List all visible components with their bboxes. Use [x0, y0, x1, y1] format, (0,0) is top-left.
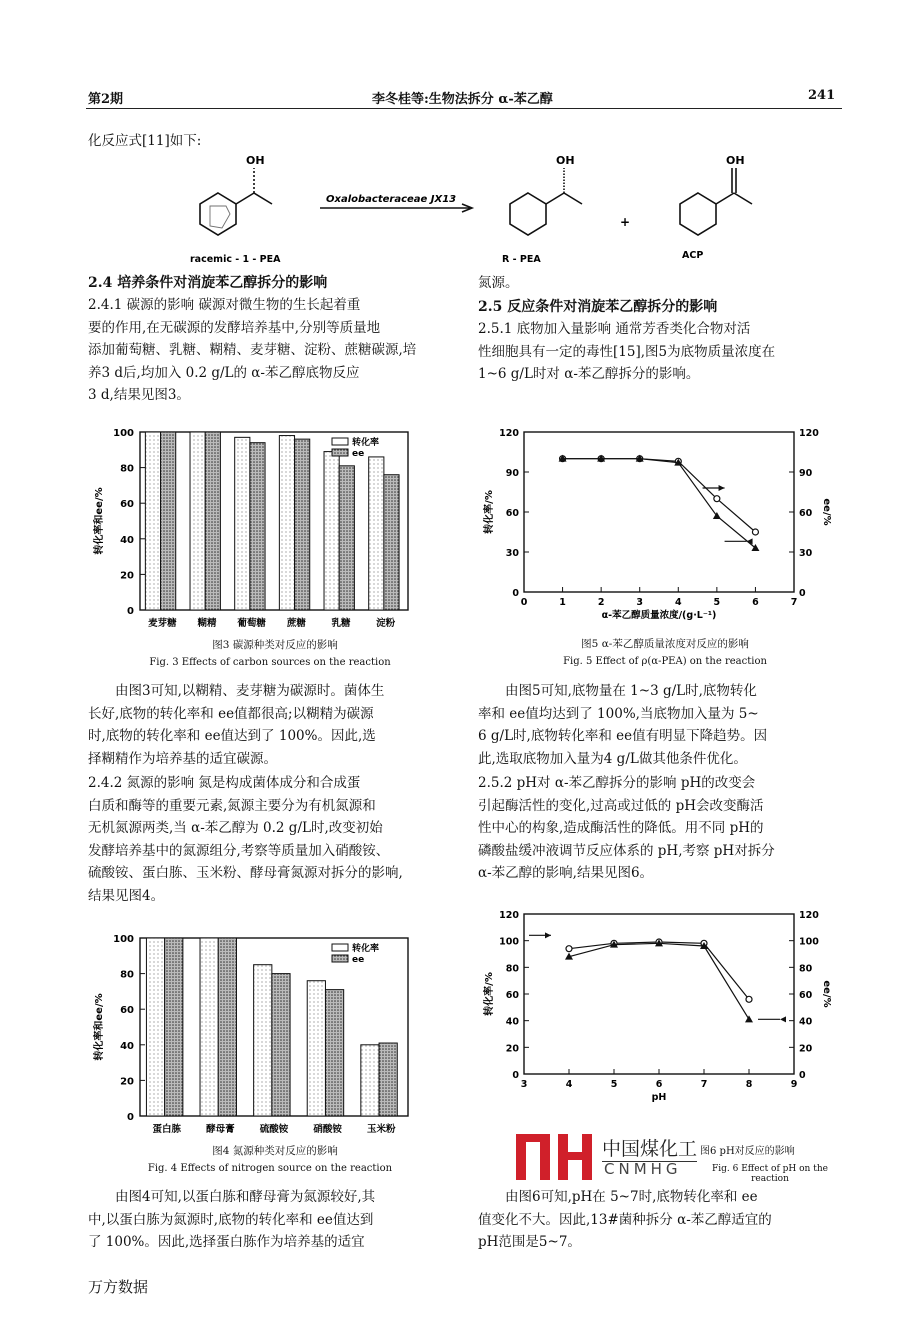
series-line-ee [563, 459, 756, 548]
section-2-4-1: 2.4.1 碳源的影响 碳源对微生物的生长起着重 要的作用,在无碳源的发酵培养基中,分别等质量地 添加葡萄糖、乳糖、糊精、麦芽糖、淀粉、蔗糖碳源,培 养3 d后,均加入 0.2 g/L的 α-苯乙醇底物反应 3 d,结果见图3。 [88, 297, 417, 404]
fig6-caption-en: Fig. 6 Effect of pH on the reaction [700, 1164, 840, 1184]
section-2-5-1: 2.5.1 底物加入量影响 通常芳香类化合物对活 性细胞具有一定的毒性[15],图5为底物质量浓度在 1~6 g/L时对 α-苯乙醇拆分的影响。 [478, 321, 776, 383]
bar-conversion [369, 457, 384, 610]
y-tick-label: 40 [120, 534, 134, 546]
oh-label-2: OH [556, 154, 575, 167]
fig5-chart [478, 418, 840, 634]
y-tick-label: 80 [120, 463, 134, 475]
x-axis-label: pH [651, 1092, 667, 1103]
x-tick-label: 7 [700, 1079, 708, 1090]
x-category-label: 酵母膏 [206, 1124, 235, 1135]
legend-label-conversion: 转化率 [352, 944, 380, 954]
plot-frame [524, 914, 794, 1074]
header-rule [86, 108, 842, 109]
data-point-conversion [714, 496, 720, 502]
data-point-conversion [746, 996, 752, 1002]
benzene-ring-product1 [510, 193, 546, 235]
bar-ee [165, 938, 183, 1116]
fig3-chart [88, 422, 418, 636]
section-2-4-2: 2.4.2 氮源的影响 氮是构成菌体成分和合成蛋 白质和酶等的重要元素,氮源主要分为有机氮源和 无机氮源两类,当 α-苯乙醇为 0.2 g/L时,改变初始 发酵培养基中的氮源组分,考察等质量加入硝酸铵、 硫酸铵、蛋白胨、玉米粉、酵母膏氮源对拆分的影响, 结果见图4。 [88, 775, 403, 904]
bar-ee [384, 475, 399, 610]
y-tick-label: 0 [127, 606, 134, 617]
x-tick-label: 5 [610, 1079, 618, 1090]
plot-frame [140, 432, 408, 610]
fig4-caption-en: Fig. 4 Effects of nitrogen source on the reaction [147, 1163, 393, 1174]
y-tick-label-right: 60 [799, 990, 813, 1001]
x-tick-label: 9 [790, 1079, 798, 1090]
y-tick-label-right: 60 [799, 508, 813, 519]
x-category-label: 糊精 [197, 618, 217, 629]
bar-conversion [361, 1045, 379, 1116]
bar-ee [161, 432, 176, 610]
x-category-label: 硝酸铵 [313, 1124, 342, 1135]
x-tick-label: 0 [520, 597, 528, 608]
bar-ee [379, 1043, 397, 1116]
bar-conversion [235, 437, 250, 610]
intro-line: 化反应式[11]如下: [88, 133, 202, 149]
bar-conversion [324, 452, 339, 610]
plus-sign: + [620, 215, 631, 229]
arrow-head [719, 485, 725, 491]
bar-conversion [200, 938, 218, 1116]
x-category-label: 硫酸铵 [259, 1124, 289, 1135]
fig6-chart [478, 900, 840, 1130]
y-axis-label-left: 转化率/% [484, 972, 495, 1016]
product1-label: R - PEA [502, 254, 541, 265]
issue-number: 第2期 [88, 92, 124, 107]
fig5-caption-cn: 图5 α-苯乙醇质量浓度对反应的影响 [581, 638, 749, 650]
data-point-ee [745, 1015, 753, 1022]
paragraph-fig4: 由图4可知,以蛋白胨和酵母膏为氮源较好,其 中,以蛋白胨为氮源时,底物的转化率和 ee值达到 了 100%。因此,选择蛋白胨作为培养基的适宜 [88, 1189, 376, 1251]
y-tick-label-right: 100 [799, 936, 819, 948]
benzene-ring-product2 [680, 193, 716, 235]
bar-ee [272, 974, 290, 1116]
fig6-caption-cn: 图6 pH对反应的影响 [700, 1142, 795, 1157]
x-tick-label: 8 [745, 1079, 753, 1090]
legend-label-ee: ee [352, 449, 365, 459]
y-tick-label-left: 30 [505, 548, 519, 559]
x-tick-label: 3 [520, 1079, 528, 1090]
x-category-label: 蛋白胨 [152, 1124, 182, 1135]
arrow-head [545, 932, 551, 938]
x-category-label: 乳糖 [331, 618, 351, 629]
oh-label-1: OH [246, 154, 265, 167]
y-tick-label-left: 0 [512, 1070, 519, 1081]
y-axis-label-left: 转化率/% [484, 490, 495, 534]
y-axis-label: 转化率和ee/% [94, 993, 105, 1061]
x-tick-label: 4 [674, 597, 682, 608]
x-tick-label: 6 [655, 1079, 663, 1090]
watermark-area [510, 1128, 840, 1184]
x-tick-label: 1 [559, 597, 566, 608]
legend-swatch-conversion [332, 438, 348, 445]
y-tick-label-left: 0 [512, 588, 519, 599]
fig3-caption-en: Fig. 3 Effects of carbon sources on the reaction [149, 657, 391, 668]
running-title: 李冬桂等:生物法拆分 α-苯乙醇 [372, 92, 553, 107]
y-tick-label-right: 20 [799, 1043, 813, 1055]
y-tick-label-left: 100 [499, 936, 519, 948]
x-axis-label: α-苯乙醇质量浓度/(g·L⁻¹) [601, 610, 717, 621]
y-tick-label-left: 60 [505, 990, 519, 1001]
section-2-4-title: 2.4 培养条件对消旋苯乙醇拆分的影响 [88, 275, 328, 291]
bar-ee [250, 443, 265, 610]
bar-ee [339, 466, 354, 610]
watermark-text-en: CNMHG [604, 1160, 682, 1178]
x-tick-label: 2 [597, 597, 605, 608]
y-tick-label-left: 60 [505, 508, 519, 519]
y-tick-label-right: 80 [799, 963, 813, 975]
watermark-text-cn: 中国煤化工 [602, 1134, 697, 1162]
y-tick-label: 60 [120, 499, 134, 511]
fig4-chart [88, 928, 418, 1142]
y-tick-label-right: 90 [799, 468, 813, 479]
bar-ee [325, 990, 343, 1116]
paragraph-fig6: 由图6可知,pH在 5~7时,底物转化率和 ee 值变化不大。因此,13#菌种拆分 α-苯乙醇适宜的 pH范围是5~7。 [478, 1189, 772, 1251]
legend-label-ee: ee [352, 955, 365, 965]
bar-conversion [190, 432, 205, 610]
data-point-conversion [752, 529, 758, 535]
x-tick-label: 6 [752, 597, 759, 608]
x-tick-label: 4 [565, 1079, 573, 1090]
footer-source: 万方数据 [88, 1278, 149, 1296]
y-tick-label-left: 20 [505, 1043, 519, 1055]
y-tick-label-left: 40 [505, 1016, 519, 1028]
bar-conversion [146, 938, 164, 1116]
fig5-caption-en: Fig. 5 Effect of ρ(α-PEA) on the reaction [563, 656, 767, 667]
continued-text: 氮源。 [478, 275, 519, 291]
y-tick-label: 20 [120, 570, 134, 582]
section-2-5-title: 2.5 反应条件对消旋苯乙醇拆分的影响 [478, 299, 718, 315]
y-tick-label-right: 40 [799, 1016, 813, 1028]
bar-conversion [145, 432, 160, 610]
y-tick-label-left: 90 [505, 468, 519, 479]
fig4-caption-cn: 图4 氮源种类对反应的影响 [212, 1145, 338, 1157]
paragraph-fig5: 由图5可知,底物量在 1~3 g/L时,底物转化 率和 ee值均达到了 100%,当底物加入量为 5~ 6 g/L时,底物转化率和 ee值有明显下降趋势。因 此,选取底物加入量为4 g/L做其他条件优化。 [478, 683, 768, 767]
reaction-scheme [150, 148, 830, 268]
x-category-label: 葡萄糖 [237, 618, 266, 629]
y-tick-label-left: 120 [499, 428, 519, 439]
y-tick-label-left: 80 [505, 963, 519, 975]
y-axis-label-right: ee/% [821, 498, 832, 526]
bar-conversion [279, 436, 294, 610]
x-category-label: 淀粉 [376, 618, 396, 629]
page-number: 241 [808, 88, 836, 103]
y-axis-label: 转化率和ee/% [94, 487, 105, 555]
y-tick-label: 20 [120, 1076, 134, 1088]
bar-conversion [307, 981, 325, 1116]
x-tick-label: 3 [636, 597, 644, 608]
y-tick-label-right: 120 [799, 910, 819, 921]
y-tick-label: 40 [120, 1040, 134, 1052]
y-tick-label: 0 [127, 1112, 134, 1123]
series-line-ee [569, 943, 749, 1019]
product2-label: ACP [682, 250, 704, 261]
bar-ee [218, 938, 236, 1116]
x-category-label: 蔗糖 [286, 618, 306, 629]
benzene-ring-reactant [200, 193, 236, 235]
oh-label-3: OH [726, 154, 745, 167]
x-tick-label: 5 [713, 597, 721, 608]
bar-ee [205, 432, 220, 610]
legend-swatch-ee [332, 449, 348, 456]
y-axis-label-right: ee/% [821, 980, 832, 1008]
bar-conversion [254, 965, 272, 1116]
y-tick-label: 80 [120, 969, 134, 981]
y-tick-label: 60 [120, 1005, 134, 1017]
y-tick-label-right: 0 [799, 1070, 806, 1081]
y-tick-label-left: 120 [499, 910, 519, 921]
bar-ee [295, 439, 310, 610]
enzyme-label: Oxalobacteraceae JX13 [326, 194, 457, 205]
data-point-conversion [566, 946, 572, 952]
y-tick-label-right: 120 [799, 428, 819, 439]
legend-label-conversion: 转化率 [352, 438, 380, 448]
series-line-conversion [569, 942, 749, 999]
y-tick-label-right: 0 [799, 588, 806, 599]
arrow-head [780, 1016, 786, 1022]
legend-swatch-ee [332, 955, 348, 962]
x-category-label: 玉米粉 [366, 1124, 396, 1135]
y-tick-label: 100 [113, 934, 134, 945]
fig3-caption-cn: 图3 碳源种类对反应的影响 [212, 639, 338, 651]
reactant-label: racemic - 1 - PEA [190, 254, 281, 265]
x-category-label: 麦芽糖 [148, 618, 177, 629]
section-2-5-2: 2.5.2 pH对 α-苯乙醇拆分的影响 pH的改变会 引起酶活性的变化,过高或过低的 pH会改变酶活 性中心的构象,造成酶活性的降低。用不同 pH的 磷酸盐缓冲液调节反应体系的 pH,考察 pH对拆分 α-苯乙醇的影响,结果见图6。 [478, 775, 775, 882]
series-line-conversion [563, 459, 756, 532]
watermark-logo [510, 1128, 600, 1184]
y-tick-label: 100 [113, 428, 134, 439]
paragraph-fig3: 由图3可知,以糊精、麦芽糖为碳源时。菌体生 长好,底物的转化率和 ee值都很高;以糊精为碳源 时,底物的转化率和 ee值达到了 100%。因此,选 择糊精作为培养基的适宜碳源。 [88, 683, 385, 767]
y-tick-label-right: 30 [799, 548, 813, 559]
legend-swatch-conversion [332, 944, 348, 951]
x-tick-label: 7 [790, 597, 798, 608]
